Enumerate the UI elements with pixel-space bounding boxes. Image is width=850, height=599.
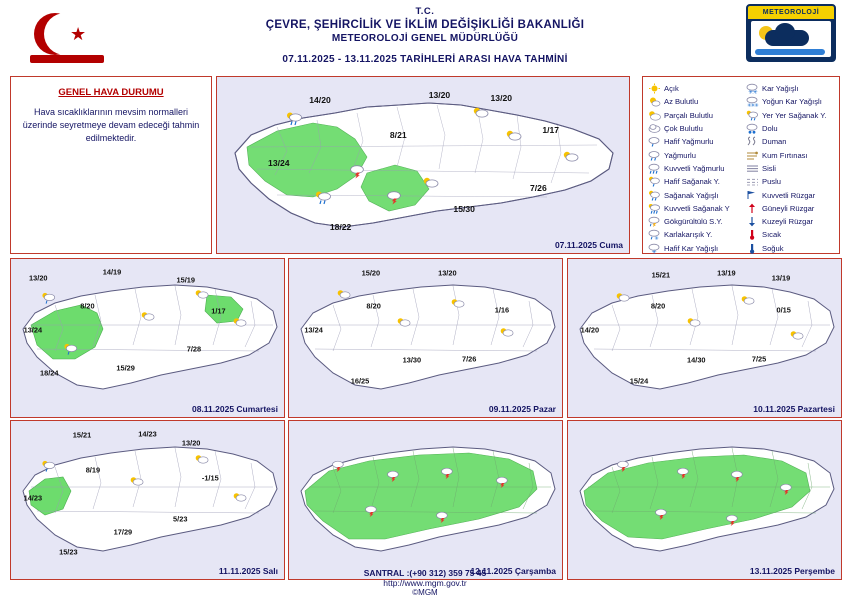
- turkey-map-sunday: [289, 259, 562, 417]
- svg-text:✳: ✳: [651, 249, 657, 254]
- legend-item: [746, 202, 836, 215]
- turkey-map-thursday: [568, 421, 841, 579]
- legend-label: Duman: [762, 137, 787, 147]
- svg-text:✳: ✳: [748, 90, 754, 95]
- sun-cloud-icon: [741, 294, 756, 312]
- map-friday[interactable]: [216, 76, 630, 254]
- temp-label: 0/15: [776, 305, 791, 315]
- legend-label: Kuvvetli Rüzgar: [762, 190, 816, 200]
- snow-icon: [746, 83, 759, 94]
- thunderstorm-icon: [615, 459, 630, 477]
- sun-cloud-icon: [562, 150, 580, 169]
- heavy-rain-icon: [648, 163, 661, 174]
- map-caption: 11.11.2025 Salı: [218, 566, 278, 576]
- shower-icon: [648, 190, 661, 201]
- legend-label: Yağmurlu: [664, 150, 696, 160]
- sun-icon: [648, 83, 661, 94]
- legend-item: [746, 122, 836, 135]
- legend-item: [746, 148, 836, 161]
- temp-label: 8/20: [650, 301, 666, 311]
- legend-item: [746, 162, 836, 175]
- legend-label: Karlakarışık Y.: [664, 230, 713, 240]
- thunderstorm-icon: [675, 466, 690, 484]
- legend-item: [648, 242, 738, 255]
- south-wind-icon: [746, 203, 759, 214]
- svg-text:✳: ✳: [747, 103, 752, 108]
- sandstorm-icon: [746, 150, 759, 161]
- thunderstorm-icon: [730, 469, 745, 487]
- mgm-logo-text: METEOROLOJİ: [762, 9, 820, 16]
- page-header: [0, 0, 850, 70]
- legend-item: [648, 202, 738, 215]
- legend-item: [648, 122, 738, 135]
- temp-label: 8/20: [366, 301, 381, 311]
- legend-label: Hafif Kar Yağışlı: [664, 243, 719, 253]
- temp-label: 18/24: [39, 368, 59, 378]
- temp-label: 1/16: [494, 305, 510, 315]
- temp-label: 14/23: [138, 429, 157, 439]
- sun-cloud-icon: [129, 475, 144, 493]
- svg-text:✳: ✳: [750, 103, 756, 108]
- legend-label: Kar Yağışlı: [762, 84, 799, 94]
- temp-label: 14/30: [687, 355, 706, 365]
- thunderstorm-icon: [724, 513, 739, 531]
- temp-label: 13/19: [771, 273, 791, 283]
- legend-item: [648, 175, 738, 188]
- sun-cloud-icon: [396, 316, 411, 334]
- temp-label: 15/20: [361, 268, 381, 278]
- sun-cloud-icon: [505, 129, 523, 148]
- sun-cloud-icon: [790, 329, 805, 347]
- legend-label: Yer Yer Sağanak Y.: [762, 110, 827, 120]
- legend-label: Puslu: [762, 177, 781, 187]
- map-caption: 09.11.2025 Pazar: [488, 404, 556, 414]
- legend-item: [746, 228, 836, 241]
- temp-label: 15/21: [651, 270, 671, 280]
- legend-column-1: [643, 77, 741, 253]
- temp-label: 15/29: [116, 363, 135, 373]
- map-caption: 13.11.2025 Perşembe: [749, 566, 835, 576]
- legend-label: Açık: [664, 84, 679, 94]
- hail-icon: [746, 123, 759, 134]
- general-weather-title: GENEL HAVA DURUMU: [58, 87, 164, 98]
- svg-text:✳: ✳: [752, 90, 758, 95]
- legend-label: Soğuk: [762, 243, 784, 253]
- north-wind-icon: [746, 216, 759, 227]
- legend-box: [642, 76, 840, 254]
- temp-label: 7/26: [461, 354, 477, 364]
- thunderstorm-icon: [331, 459, 346, 477]
- shower-icon: [64, 342, 79, 360]
- legend-item: [648, 148, 738, 161]
- legend-label: Yoğun Kar Yağışlı: [762, 97, 822, 107]
- legend-item: [746, 95, 836, 108]
- legend-label: Hafif Sağanak Y.: [664, 177, 720, 187]
- shower-icon: [286, 112, 304, 131]
- legend-label: Sisli: [762, 163, 776, 173]
- temp-label: 1/17: [542, 124, 560, 135]
- legend-label: Sağanak Yağışlı: [664, 190, 719, 200]
- temp-label: 15/30: [453, 204, 475, 214]
- legend-item: [746, 188, 836, 201]
- legend-item: [746, 135, 836, 148]
- sun-cloud-icon: [233, 316, 248, 334]
- temp-label: 7/26: [529, 182, 547, 193]
- temp-label: 15/23: [59, 547, 78, 557]
- temp-label: 13/20: [490, 93, 513, 104]
- temp-label: 8/21: [389, 130, 407, 141]
- temp-label: 13/24: [304, 325, 323, 335]
- header-titles: [0, 6, 850, 65]
- light-snow-icon: [648, 243, 661, 254]
- temp-label: 13/20: [29, 273, 48, 283]
- general-weather-text: Hava sıcaklıklarının mevsim normalleri üzerinde seyretmeye devam edeceği tahmin edilmektedir.: [22, 107, 200, 144]
- thunderstorm-icon: [363, 504, 378, 522]
- shower-icon: [315, 191, 333, 210]
- cold-icon: [746, 243, 759, 254]
- legend-item: [648, 95, 738, 108]
- legend-item: [746, 215, 836, 228]
- temp-label: 16/25: [350, 376, 370, 386]
- legend-column-2: [741, 77, 839, 253]
- map-saturday[interactable]: [10, 258, 285, 418]
- haze-icon: [746, 176, 759, 187]
- temp-label: 13/30: [402, 355, 422, 365]
- legend-item: [648, 162, 738, 175]
- sun-cloud-icon: [195, 288, 210, 306]
- smoke-icon: [746, 136, 759, 147]
- legend-label: Gökgürültülü S.Y.: [664, 217, 723, 227]
- temp-label: 15/24: [629, 376, 649, 386]
- legend-item: [746, 175, 836, 188]
- sun-cloud-icon: [451, 297, 466, 315]
- legend-label: Dolu: [762, 124, 778, 134]
- legend-label: Hafif Yağmurlu: [664, 137, 714, 147]
- map-thursday[interactable]: [567, 420, 842, 580]
- temp-label: 17/29: [113, 527, 133, 537]
- map-caption: 08.11.2025 Cumartesi: [191, 404, 278, 414]
- temp-label: 14/20: [309, 94, 331, 105]
- thunderstorm-icon: [653, 507, 668, 525]
- temp-label: 14/20: [580, 325, 600, 335]
- legend-item: [746, 82, 836, 95]
- legend-item: [648, 228, 738, 241]
- legend-label: Az Bulutlu: [664, 97, 699, 107]
- legend-item: [648, 82, 738, 95]
- turkey-map-wednesday: [289, 421, 562, 579]
- footer-phone: SANTRAL :(+90 312) 359 75 45: [363, 568, 487, 578]
- shower-icon: [42, 291, 57, 309]
- light-shower-icon: [648, 176, 661, 187]
- temp-label: 15/21: [72, 430, 92, 440]
- sun-cloud-icon: [472, 106, 490, 125]
- legend-item: [648, 215, 738, 228]
- cloud-icon: [648, 123, 661, 134]
- legend-label: Güneyli Rüzgar: [762, 203, 815, 213]
- temp-label: 8/20: [80, 301, 95, 311]
- temp-label: 1/17: [211, 306, 226, 316]
- temp-label: 14/19: [102, 267, 122, 277]
- map-monday[interactable]: [567, 258, 842, 418]
- strong-wind-icon: [746, 190, 759, 201]
- sun-cloud-icon: [500, 326, 515, 344]
- legend-label: Kum Fırtınası: [762, 150, 808, 160]
- light-rain-icon: [648, 136, 661, 147]
- temp-label: 13/20: [181, 438, 201, 448]
- thunderstorm-icon: [494, 475, 509, 493]
- thunderstorm-icon: [648, 216, 661, 227]
- temp-label: 13/20: [428, 89, 451, 100]
- legend-label: Kuzeyli Rüzgar: [762, 217, 814, 227]
- header-tc: T.C.: [415, 6, 435, 17]
- sun-cloud-icon: [195, 453, 210, 471]
- map-caption: 10.11.2025 Pazartesi: [753, 404, 835, 414]
- temp-label: -1/15: [201, 473, 219, 483]
- sun-cloud-icon: [336, 288, 351, 306]
- legend-label: Çok Bulutlu: [664, 124, 703, 134]
- temp-label: 15/19: [176, 275, 195, 285]
- sleet-icon: [648, 229, 661, 240]
- temp-label: 18/22: [329, 221, 352, 232]
- sun-cloud-icon: [686, 316, 701, 334]
- shower-icon: [42, 459, 57, 477]
- map-caption: 12.11.2025 Çarşamba: [470, 566, 556, 576]
- legend-item: [648, 135, 738, 148]
- footer-url[interactable]: http://www.mgm.gov.tr: [383, 578, 467, 588]
- footer-copyright: ©MGM: [412, 588, 438, 597]
- svg-text:✳: ✳: [654, 236, 659, 241]
- heavy-shower-icon: [648, 203, 661, 214]
- temp-label: 14/23: [23, 493, 43, 503]
- legend-label: Kuvvetli Sağanak Y: [664, 203, 730, 213]
- thunderstorm-icon: [434, 510, 449, 528]
- fog-icon: [746, 163, 759, 174]
- temp-label: 13/24: [268, 158, 290, 169]
- local-shower-icon: [746, 110, 759, 121]
- temp-label: 13/20: [438, 268, 457, 278]
- map-tuesday[interactable]: [10, 420, 285, 580]
- legend-item: [746, 242, 836, 255]
- thunderstorm-icon: [779, 482, 794, 500]
- general-weather-box: [10, 76, 212, 254]
- header-ministry: ÇEVRE, ŞEHİRCİLİK VE İKLİM DEĞİŞİKLİĞİ BAKANLIĞI: [265, 19, 585, 31]
- sun-cloud-icon: [648, 110, 661, 121]
- svg-text:✳: ✳: [754, 103, 759, 108]
- legend-label: Sıcak: [762, 230, 781, 240]
- heavy-snow-icon: [746, 96, 759, 107]
- ministry-emblem: ★: [22, 6, 112, 64]
- map-sunday[interactable]: [288, 258, 563, 418]
- sun-cloud-icon: [233, 491, 248, 509]
- legend-item: [648, 188, 738, 201]
- header-directorate: METEOROLOJİ GENEL MÜDÜRLÜĞÜ: [331, 33, 519, 44]
- sun-small-cloud-icon: [648, 96, 661, 107]
- legend-label: Parçalı Bulutlu: [664, 110, 713, 120]
- page-footer: [0, 568, 850, 597]
- sun-cloud-icon: [615, 291, 630, 309]
- temp-label: 5/23: [173, 514, 188, 524]
- legend-item: [746, 109, 836, 122]
- sun-cloud-icon: [140, 310, 155, 328]
- map-caption: 07.11.2025 Cuma: [554, 240, 623, 250]
- rain-icon: [648, 150, 661, 161]
- sun-cloud-icon: [422, 177, 440, 196]
- temp-label: 7/25: [751, 354, 767, 364]
- turkey-map-saturday: [11, 259, 284, 417]
- thunderstorm-icon: [385, 469, 400, 487]
- thunderstorm-icon: [385, 191, 403, 210]
- temp-label: 13/24: [23, 325, 43, 335]
- thunderstorm-icon: [440, 466, 455, 484]
- temp-label: 13/19: [717, 268, 736, 278]
- temp-label: 7/28: [186, 344, 202, 354]
- header-date-range: 07.11.2025 - 13.11.2025 TARİHLERİ ARASI HAVA TAHMİNİ: [282, 54, 568, 65]
- legend-label: Kuvvetli Yağmurlu: [664, 163, 725, 173]
- mgm-logo: [746, 4, 832, 60]
- temp-label: 8/19: [85, 465, 101, 475]
- thunderstorm-icon: [348, 164, 366, 183]
- map-wednesday[interactable]: [288, 420, 563, 580]
- legend-item: [648, 109, 738, 122]
- hot-icon: [746, 229, 759, 240]
